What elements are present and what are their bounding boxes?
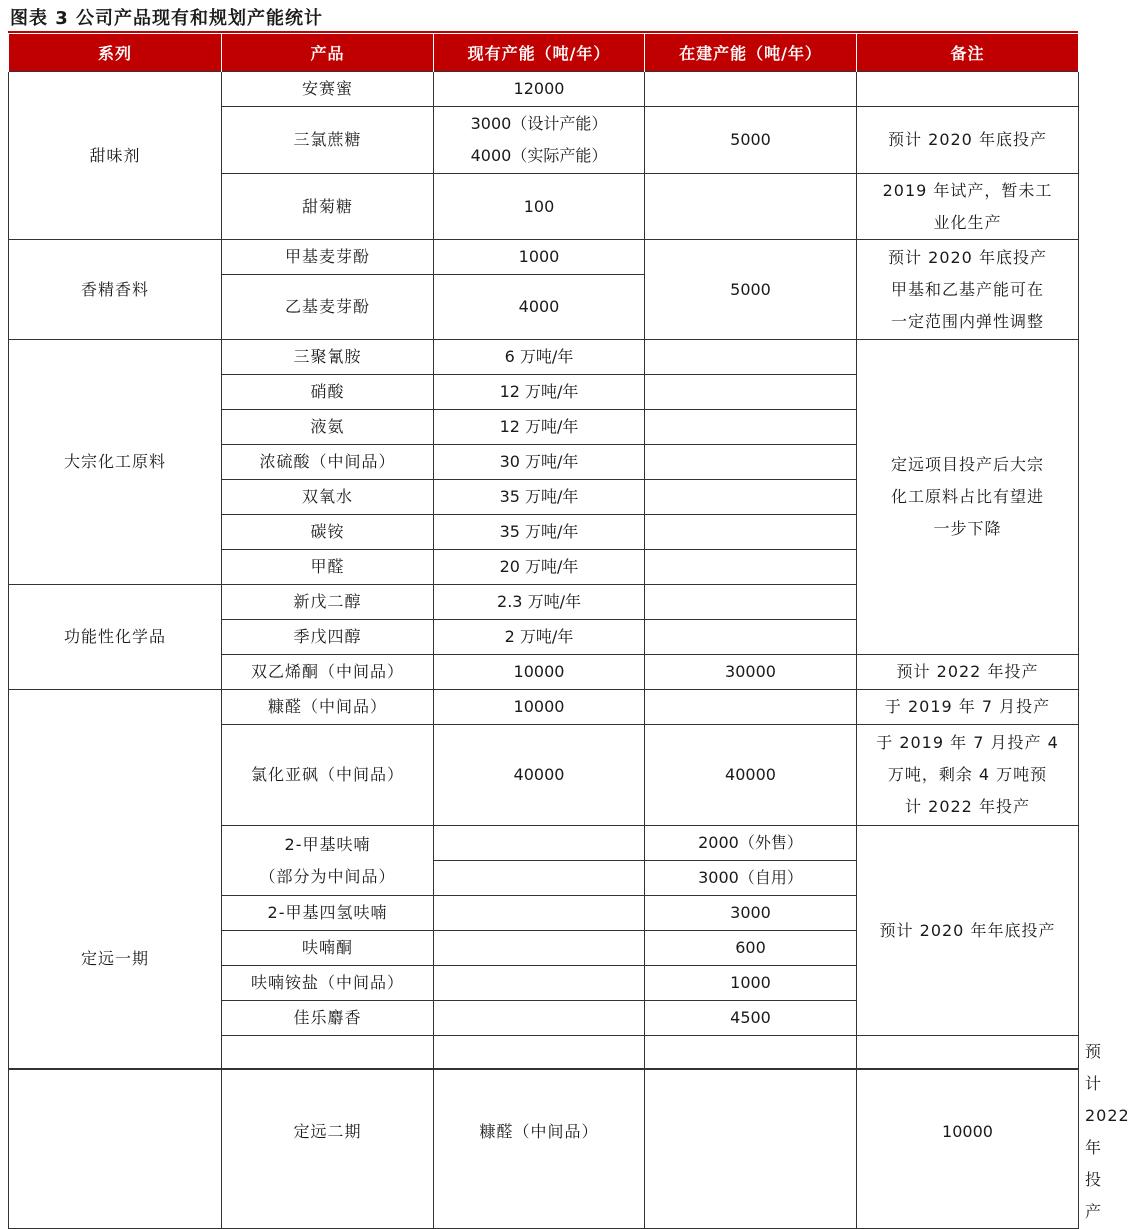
existing-capacity-cell bbox=[645, 1036, 857, 1229]
existing-capacity-cell: 12000 bbox=[434, 72, 645, 107]
existing-capacity-cell: 35 万吨/年 bbox=[434, 480, 645, 515]
remark-line: 于 2019 年 7 月投产 4 bbox=[876, 733, 1059, 752]
remark-line: 计 2022 年投产 bbox=[905, 797, 1030, 816]
bottom-rule bbox=[8, 1068, 1078, 1070]
existing-capacity-cell: 10000 bbox=[434, 690, 645, 725]
remark-cell bbox=[857, 340, 1079, 655]
header-existing-capacity: 现有产能（吨/年） bbox=[434, 34, 645, 72]
product-cell: 新戊二醇 bbox=[222, 585, 434, 620]
existing-capacity-cell: 2 万吨/年 bbox=[434, 620, 645, 655]
construction-capacity-cell bbox=[645, 375, 857, 410]
remark-cell bbox=[857, 174, 1079, 240]
table-header-row bbox=[9, 34, 1079, 72]
table-row bbox=[9, 240, 1079, 275]
construction-capacity-cell: 3000 bbox=[645, 896, 857, 931]
remark-line: 定远项目投产后大宗 bbox=[890, 455, 1044, 474]
existing-capacity-cell: 1000 bbox=[434, 240, 645, 275]
remark-line: 化工原料占比有望进 bbox=[890, 487, 1044, 506]
product-cell: 甲醛 bbox=[222, 550, 434, 585]
existing-capacity-cell bbox=[434, 861, 645, 896]
construction-capacity-cell: 600 bbox=[645, 931, 857, 966]
product-cell: 氯化亚砜（中间品） bbox=[222, 725, 434, 826]
existing-capacity-cell: 30 万吨/年 bbox=[434, 445, 645, 480]
construction-capacity-cell bbox=[645, 480, 857, 515]
construction-capacity-cell: 4500 bbox=[645, 1001, 857, 1036]
existing-capacity-cell: 20 万吨/年 bbox=[434, 550, 645, 585]
existing-capacity-cell: 6 万吨/年 bbox=[434, 340, 645, 375]
construction-capacity-cell: 1000 bbox=[645, 966, 857, 1001]
remark-line: 甲基和乙基产能可在 bbox=[890, 279, 1044, 299]
product-cell: 碳铵 bbox=[222, 515, 434, 550]
series-cell-dingyuan-phase2: 定远二期 bbox=[222, 1036, 434, 1229]
existing-capacity-cell bbox=[434, 931, 645, 966]
actual-capacity-text: 4000（实际产能） bbox=[470, 146, 608, 165]
series-cell-functional: 功能性化学品 bbox=[9, 585, 222, 690]
construction-capacity-cell bbox=[645, 410, 857, 445]
product-cell: 糠醛（中间品） bbox=[434, 1036, 645, 1229]
construction-capacity-cell bbox=[645, 620, 857, 655]
product-cell: 三氯蔗糖 bbox=[222, 107, 434, 174]
series-cell-sweetener: 甜味剂 bbox=[9, 72, 222, 240]
existing-capacity-cell: 4000 bbox=[434, 275, 645, 340]
existing-capacity-cell bbox=[434, 966, 645, 1001]
construction-capacity-cell: 5000 bbox=[645, 240, 857, 340]
product-cell bbox=[222, 826, 434, 896]
construction-capacity-cell: 3000（自用） bbox=[645, 861, 857, 896]
existing-capacity-cell: 12 万吨/年 bbox=[434, 410, 645, 445]
product-cell: 乙基麦芽酚 bbox=[222, 275, 434, 340]
construction-capacity-cell bbox=[645, 690, 857, 725]
product-cell: 甜菊糖 bbox=[222, 174, 434, 240]
table-row: 定远二期 糠醛（中间品） 10000 预计 2022 年投产 bbox=[9, 1036, 1079, 1229]
product-cell: 甲基麦芽酚 bbox=[222, 240, 434, 275]
header-remarks: 备注 bbox=[857, 34, 1079, 72]
construction-capacity-cell: 2000（外售） bbox=[645, 826, 857, 861]
remark-cell: 预计 2022 年投产 bbox=[857, 655, 1079, 690]
product-cell: 硝酸 bbox=[222, 375, 434, 410]
existing-capacity-cell bbox=[434, 107, 645, 174]
remark-line: 预计 2020 年底投产 bbox=[888, 247, 1047, 267]
construction-capacity-cell bbox=[645, 72, 857, 107]
capacity-table bbox=[8, 34, 1130, 1229]
product-cell: 双氧水 bbox=[222, 480, 434, 515]
product-cell: 2-甲基四氢呋喃 bbox=[222, 896, 434, 931]
title-rule bbox=[8, 31, 1078, 33]
table-row bbox=[9, 690, 1079, 725]
product-cell: 液氨 bbox=[222, 410, 434, 445]
existing-capacity-cell: 100 bbox=[434, 174, 645, 240]
series-cell-bulk: 大宗化工原料 bbox=[9, 340, 222, 585]
series-cell-dingyuan-phase1: 定远一期 bbox=[9, 690, 222, 1229]
product-line: 2-甲基呋喃 bbox=[284, 834, 371, 854]
product-cell: 季戊四醇 bbox=[222, 620, 434, 655]
remark-cell: 于 2019 年 7 月投产 bbox=[857, 690, 1079, 725]
product-cell: 呋喃酮 bbox=[222, 931, 434, 966]
existing-capacity-cell: 40000 bbox=[434, 725, 645, 826]
figure-title: 图表 3 公司产品现有和规划产能统计 bbox=[10, 8, 324, 29]
remark-cell: 预计 2020 年底投产 bbox=[857, 107, 1079, 174]
remark-line: 万吨，剩余 4 万吨预 bbox=[887, 765, 1048, 784]
existing-capacity-cell: 12 万吨/年 bbox=[434, 375, 645, 410]
product-cell: 双乙烯酮（中间品） bbox=[222, 655, 434, 690]
remark-line: 一步下降 bbox=[933, 519, 1002, 538]
construction-capacity-cell bbox=[645, 340, 857, 375]
table-row bbox=[9, 340, 1079, 375]
construction-capacity-cell bbox=[645, 550, 857, 585]
product-line: （部分为中间品） bbox=[259, 866, 396, 886]
construction-capacity-cell bbox=[645, 515, 857, 550]
existing-capacity-cell: 35 万吨/年 bbox=[434, 515, 645, 550]
remark-line: 一定范围内弹性调整 bbox=[890, 311, 1044, 331]
existing-capacity-cell bbox=[434, 1001, 645, 1036]
construction-capacity-cell bbox=[645, 445, 857, 480]
remark-line: 业化生产 bbox=[933, 212, 1002, 232]
table-row bbox=[9, 72, 1079, 107]
product-cell: 糠醛（中间品） bbox=[222, 690, 434, 725]
construction-capacity-cell: 10000 bbox=[857, 1036, 1079, 1229]
product-cell: 三聚氰胺 bbox=[222, 340, 434, 375]
remark-cell: 预计 2020 年年底投产 bbox=[857, 826, 1079, 1036]
construction-capacity-cell: 40000 bbox=[645, 725, 857, 826]
header-construction-capacity: 在建产能（吨/年） bbox=[645, 34, 857, 72]
header-series: 系列 bbox=[9, 34, 222, 72]
remark-line: 2019 年试产，暂未工 bbox=[882, 180, 1053, 200]
product-cell: 呋喃铵盐（中间品） bbox=[222, 966, 434, 1001]
construction-capacity-cell bbox=[645, 585, 857, 620]
construction-capacity-cell: 5000 bbox=[645, 107, 857, 174]
remark-cell bbox=[857, 72, 1079, 107]
product-cell: 佳乐麝香 bbox=[222, 1001, 434, 1036]
existing-capacity-cell: 10000 bbox=[434, 655, 645, 690]
construction-capacity-cell bbox=[645, 174, 857, 240]
construction-capacity-cell: 30000 bbox=[645, 655, 857, 690]
design-capacity-text: 3000（设计产能） bbox=[470, 114, 608, 133]
product-cell: 安赛蜜 bbox=[222, 72, 434, 107]
remark-cell bbox=[857, 240, 1079, 340]
series-cell-flavor: 香精香料 bbox=[9, 240, 222, 340]
existing-capacity-cell: 2.3 万吨/年 bbox=[434, 585, 645, 620]
remark-cell bbox=[857, 725, 1079, 826]
header-product: 产品 bbox=[222, 34, 434, 72]
existing-capacity-cell bbox=[434, 896, 645, 931]
existing-capacity-cell bbox=[434, 826, 645, 861]
product-cell: 浓硫酸（中间品） bbox=[222, 445, 434, 480]
